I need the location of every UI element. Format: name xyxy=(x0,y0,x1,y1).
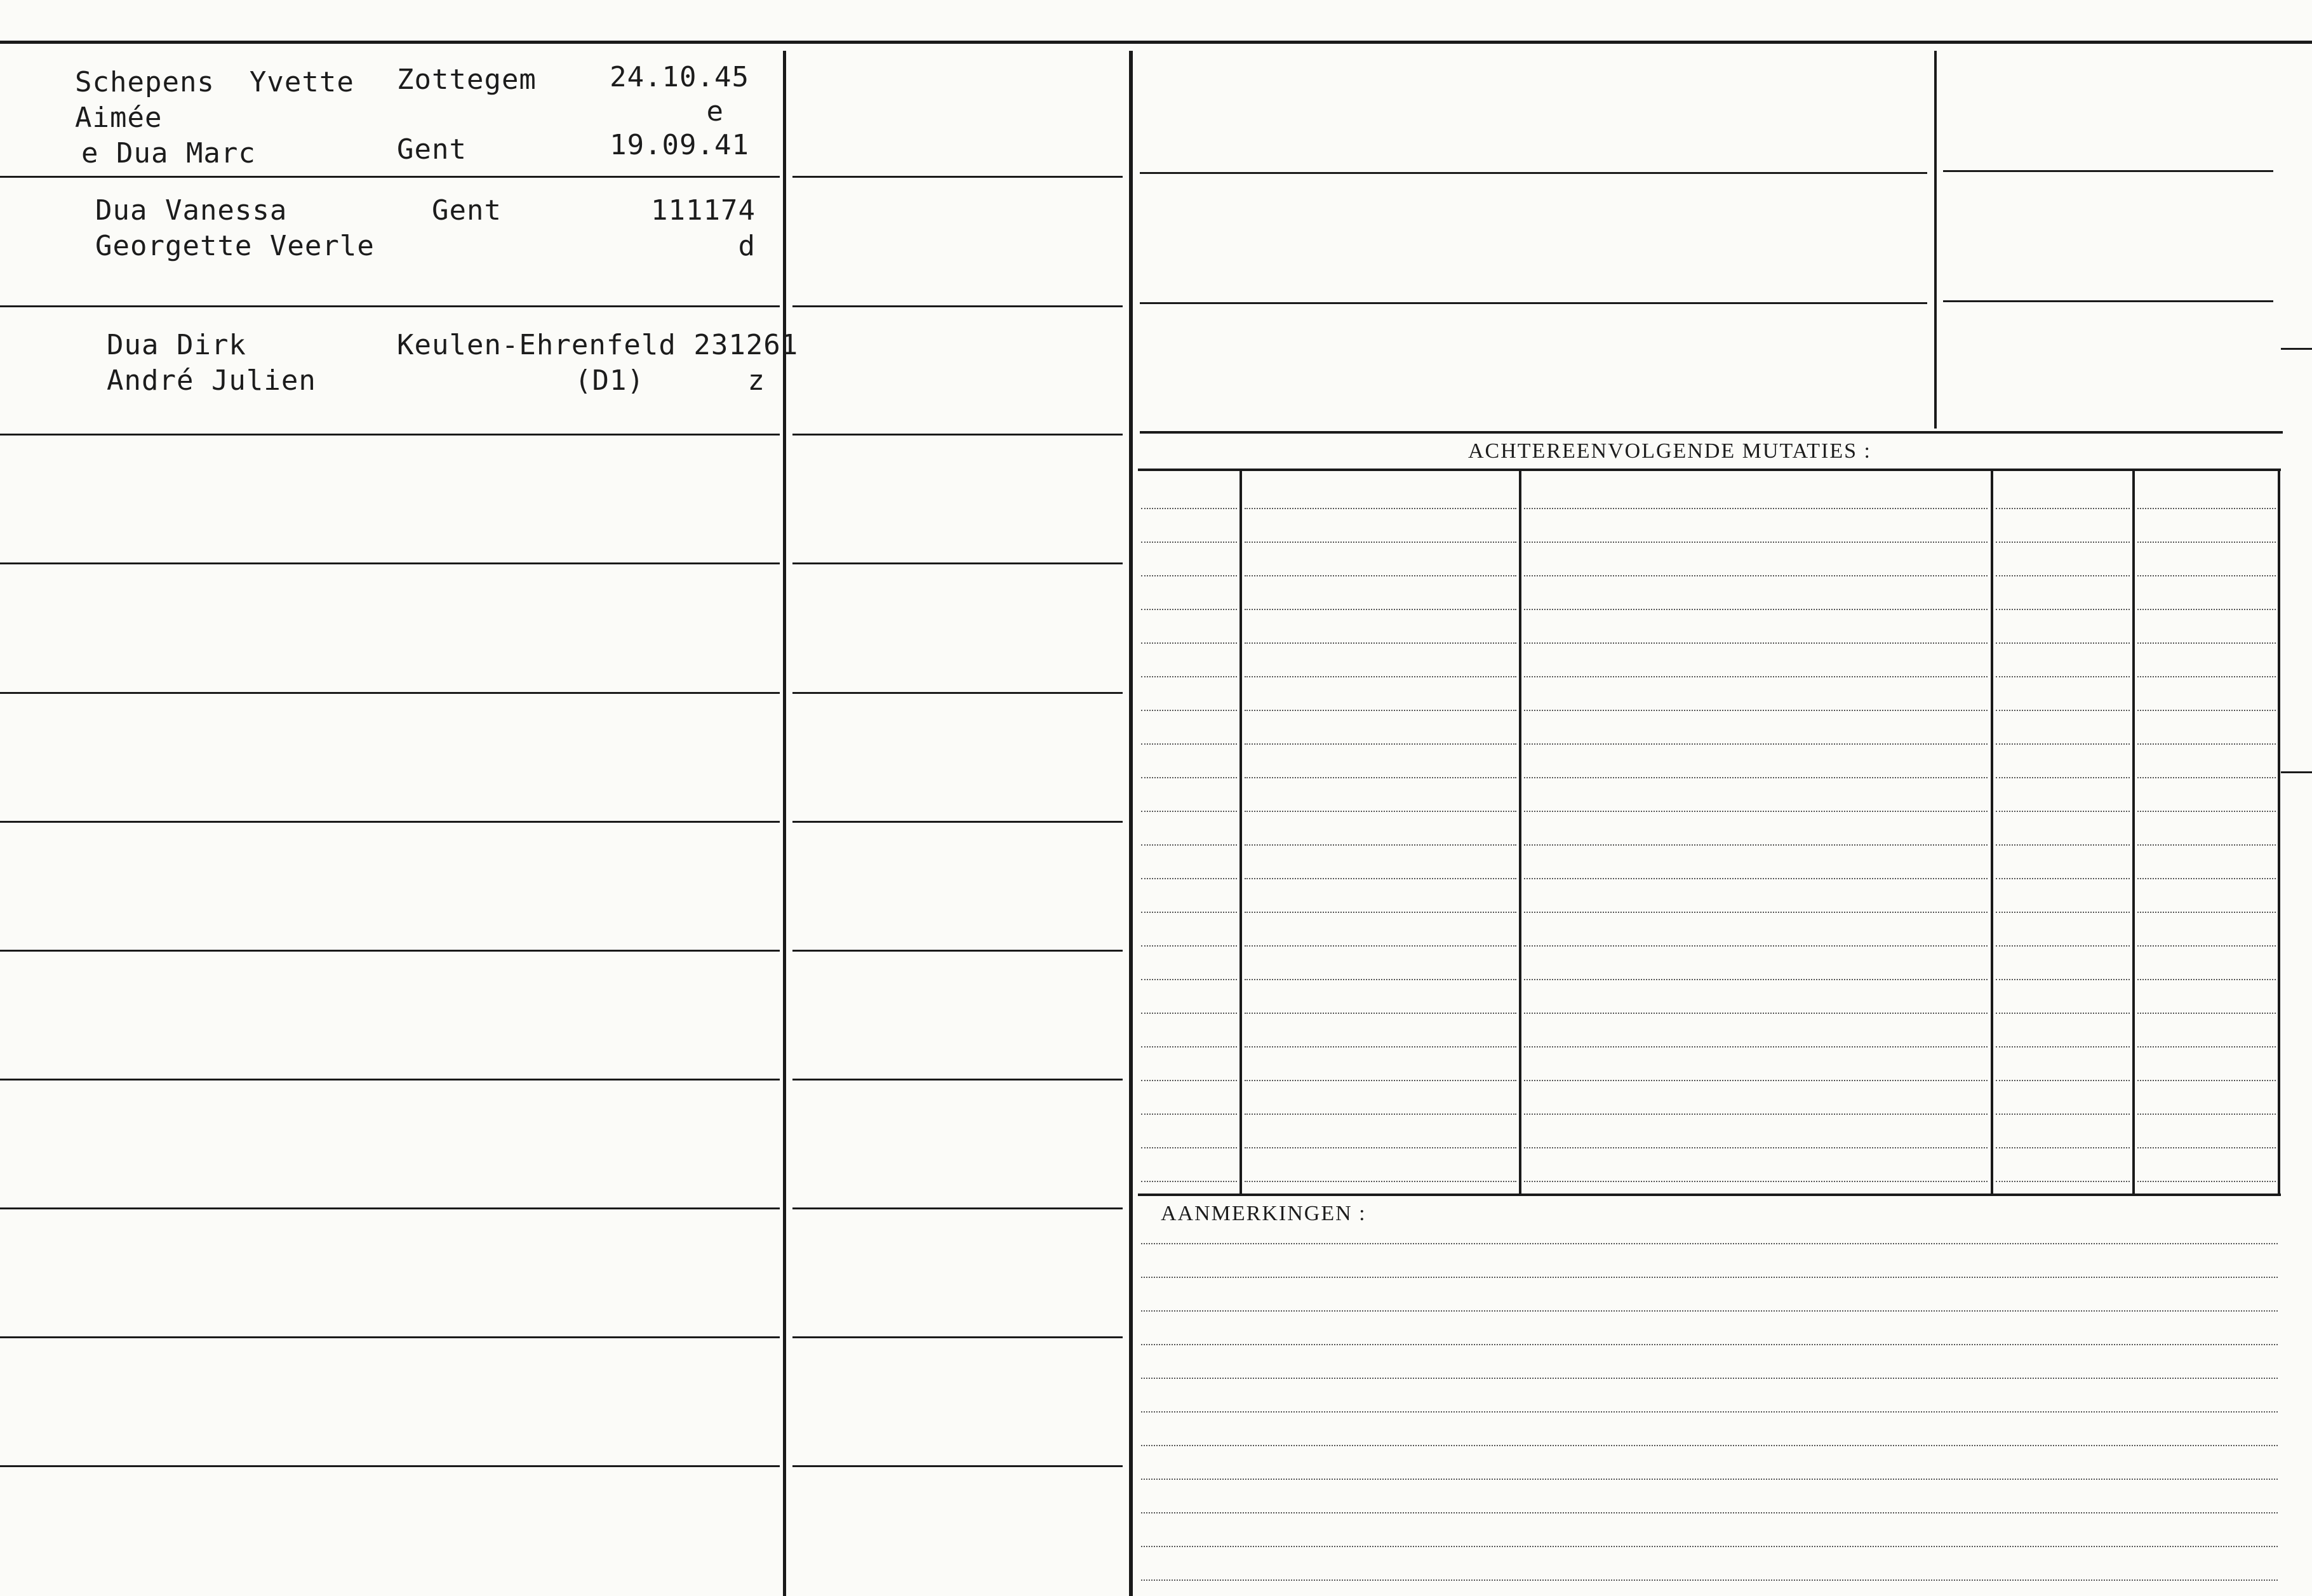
table-rule xyxy=(1996,1114,2130,1115)
table-rule xyxy=(2137,1147,2276,1148)
table-rule xyxy=(1245,878,1516,879)
table-rule xyxy=(1141,1046,1237,1047)
mutations-table-bottom xyxy=(1138,1194,2281,1196)
table-rule xyxy=(1141,811,1237,812)
table-rule xyxy=(1245,743,1516,745)
table-rule xyxy=(2137,508,2276,509)
row-line xyxy=(792,821,1123,823)
table-rule xyxy=(1245,609,1516,610)
table-rule xyxy=(1996,945,2130,947)
person-name: André Julien xyxy=(107,364,316,397)
table-rule xyxy=(1524,878,1988,879)
table-rule xyxy=(1245,1181,1516,1182)
table-rule xyxy=(1996,1147,2130,1148)
row-line xyxy=(792,1336,1123,1338)
table-rule xyxy=(1245,1080,1516,1081)
table-rule xyxy=(1141,1114,1237,1115)
remark-rule xyxy=(1141,1344,2278,1345)
table-rule xyxy=(1245,676,1516,677)
row-line xyxy=(1943,300,2273,302)
table-rule xyxy=(1141,508,1237,509)
person-name: Dua Vanessa xyxy=(95,194,288,227)
table-rule xyxy=(1245,777,1516,778)
remark-rule xyxy=(1141,1479,2278,1480)
row-line xyxy=(792,434,1123,436)
remarks-heading: AANMERKINGEN : xyxy=(1161,1202,1366,1225)
remark-rule xyxy=(1141,1378,2278,1379)
table-rule xyxy=(1141,710,1237,711)
table-rule xyxy=(1524,508,1988,509)
person-name: Dua Dirk xyxy=(107,329,246,361)
table-rule xyxy=(2137,743,2276,745)
table-rule xyxy=(1245,1114,1516,1115)
birth-place: Gent xyxy=(432,194,502,227)
row-line xyxy=(0,434,780,436)
table-rule xyxy=(1141,642,1237,644)
person-name: Aimée xyxy=(75,102,163,134)
row-line xyxy=(792,1207,1123,1209)
row-line xyxy=(0,1336,780,1338)
table-rule xyxy=(1524,1013,1988,1014)
table-rule xyxy=(1524,979,1988,980)
table-rule xyxy=(1141,743,1237,745)
mutations-col xyxy=(1519,471,1521,1195)
row-line xyxy=(0,562,780,564)
table-rule xyxy=(1524,945,1988,947)
table-rule xyxy=(1524,710,1988,711)
table-rule xyxy=(1245,542,1516,543)
remark-rule xyxy=(1141,1512,2278,1513)
row-line xyxy=(0,1207,780,1209)
table-rule xyxy=(2137,878,2276,879)
table-rule xyxy=(2137,777,2276,778)
mutations-col xyxy=(1240,471,1242,1195)
birth-place: Keulen-Ehrenfeld 231261 xyxy=(397,329,799,361)
birth-date: 19.09.41 xyxy=(610,129,749,161)
table-rule xyxy=(1245,811,1516,812)
table-rule xyxy=(1141,1013,1237,1014)
row-line xyxy=(0,1079,780,1081)
row-line xyxy=(0,821,780,823)
row-line xyxy=(1140,302,1927,304)
table-rule xyxy=(1245,1046,1516,1047)
table-rule xyxy=(2137,844,2276,846)
edge-tick xyxy=(2281,348,2312,350)
row-line xyxy=(1140,172,1927,174)
table-rule xyxy=(1996,508,2130,509)
table-rule xyxy=(1141,777,1237,778)
table-rule xyxy=(1524,1147,1988,1148)
table-rule xyxy=(1141,844,1237,846)
birth-date: 111174 xyxy=(651,194,756,227)
table-rule xyxy=(1245,844,1516,846)
table-rule xyxy=(2137,912,2276,913)
table-rule xyxy=(1245,912,1516,913)
birth-date: z xyxy=(747,364,765,397)
table-rule xyxy=(1141,1181,1237,1182)
table-rule xyxy=(1996,609,2130,610)
table-rule xyxy=(1996,1013,2130,1014)
table-rule xyxy=(2137,1046,2276,1047)
column-divider-left xyxy=(783,51,786,1596)
row-line xyxy=(1140,431,2283,434)
table-rule xyxy=(1141,945,1237,947)
table-rule xyxy=(1141,912,1237,913)
column-divider-middle xyxy=(1129,51,1133,1596)
table-rule xyxy=(1996,878,2130,879)
birth-date: e xyxy=(706,95,724,128)
remark-rule xyxy=(1141,1546,2278,1547)
table-rule xyxy=(1524,844,1988,846)
table-rule xyxy=(1141,1080,1237,1081)
table-rule xyxy=(1245,1013,1516,1014)
table-rule xyxy=(1996,1181,2130,1182)
remark-rule xyxy=(1141,1445,2278,1446)
birth-place: (D1) xyxy=(575,364,645,397)
table-rule xyxy=(1524,1046,1988,1047)
row-line xyxy=(792,950,1123,952)
row-line xyxy=(1943,170,2273,172)
table-rule xyxy=(2137,575,2276,576)
row-line xyxy=(0,1465,780,1467)
table-rule xyxy=(1996,542,2130,543)
birth-place: Gent xyxy=(397,133,467,166)
table-rule xyxy=(1141,1147,1237,1148)
mutations-col xyxy=(2278,471,2280,1195)
table-rule xyxy=(1524,1181,1988,1182)
table-rule xyxy=(1245,710,1516,711)
table-rule xyxy=(2137,1181,2276,1182)
row-line xyxy=(0,176,780,178)
table-rule xyxy=(1524,777,1988,778)
remark-rule xyxy=(1141,1277,2278,1278)
table-rule xyxy=(1245,1147,1516,1148)
table-rule xyxy=(2137,710,2276,711)
table-rule xyxy=(1996,575,2130,576)
row-line xyxy=(792,692,1123,694)
table-rule xyxy=(1245,642,1516,644)
table-rule xyxy=(1524,1114,1988,1115)
table-rule xyxy=(1141,575,1237,576)
table-rule xyxy=(1996,710,2130,711)
table-rule xyxy=(1996,642,2130,644)
table-rule xyxy=(1245,979,1516,980)
person-name: Schepens Yvette xyxy=(75,66,354,98)
row-line xyxy=(792,305,1123,307)
table-rule xyxy=(2137,1114,2276,1115)
table-rule xyxy=(1996,1046,2130,1047)
table-rule xyxy=(1141,878,1237,879)
remark-rule xyxy=(1141,1243,2278,1244)
table-rule xyxy=(1524,575,1988,576)
mutations-col xyxy=(2132,471,2135,1195)
row-line xyxy=(0,692,780,694)
table-rule xyxy=(1141,979,1237,980)
mutations-heading: ACHTEREENVOLGENDE MUTATIES : xyxy=(1468,439,1871,463)
table-rule xyxy=(1996,1080,2130,1081)
row-line xyxy=(792,1079,1123,1081)
top-rule xyxy=(0,41,2312,44)
table-rule xyxy=(1996,912,2130,913)
table-rule xyxy=(1524,676,1988,677)
row-line xyxy=(792,562,1123,564)
table-rule xyxy=(1996,743,2130,745)
birth-place: Zottegem xyxy=(397,63,537,96)
table-rule xyxy=(1141,609,1237,610)
person-name: Georgette Veerle xyxy=(95,230,375,262)
table-rule xyxy=(1141,542,1237,543)
table-rule xyxy=(1245,945,1516,947)
edge-tick xyxy=(2281,771,2312,773)
table-rule xyxy=(1524,1080,1988,1081)
person-name: e Dua Marc xyxy=(81,137,256,170)
table-rule xyxy=(2137,676,2276,677)
table-rule xyxy=(1524,912,1988,913)
table-rule xyxy=(1996,777,2130,778)
table-rule xyxy=(2137,609,2276,610)
birth-date: d xyxy=(738,230,756,262)
table-rule xyxy=(1245,508,1516,509)
row-line xyxy=(0,305,780,307)
row-line xyxy=(0,950,780,952)
upper-divider xyxy=(1934,51,1937,429)
table-rule xyxy=(1524,743,1988,745)
remark-rule xyxy=(1141,1411,2278,1413)
table-rule xyxy=(2137,1080,2276,1081)
mutations-table-top xyxy=(1138,469,2281,471)
table-rule xyxy=(2137,811,2276,812)
row-line xyxy=(792,176,1123,178)
remark-rule xyxy=(1141,1310,2278,1312)
table-rule xyxy=(2137,1013,2276,1014)
table-rule xyxy=(1524,642,1988,644)
table-rule xyxy=(1996,979,2130,980)
row-line xyxy=(792,1465,1123,1467)
table-rule xyxy=(1141,676,1237,677)
mutations-col xyxy=(1991,471,1993,1195)
table-rule xyxy=(1245,575,1516,576)
table-rule xyxy=(1524,811,1988,812)
table-rule xyxy=(1524,542,1988,543)
table-rule xyxy=(2137,642,2276,644)
table-rule xyxy=(1524,609,1988,610)
table-rule xyxy=(1996,844,2130,846)
table-rule xyxy=(2137,542,2276,543)
birth-date: 24.10.45 xyxy=(610,61,749,93)
table-rule xyxy=(1996,811,2130,812)
remark-rule xyxy=(1141,1579,2278,1581)
table-rule xyxy=(1996,676,2130,677)
table-rule xyxy=(2137,945,2276,947)
table-rule xyxy=(2137,979,2276,980)
